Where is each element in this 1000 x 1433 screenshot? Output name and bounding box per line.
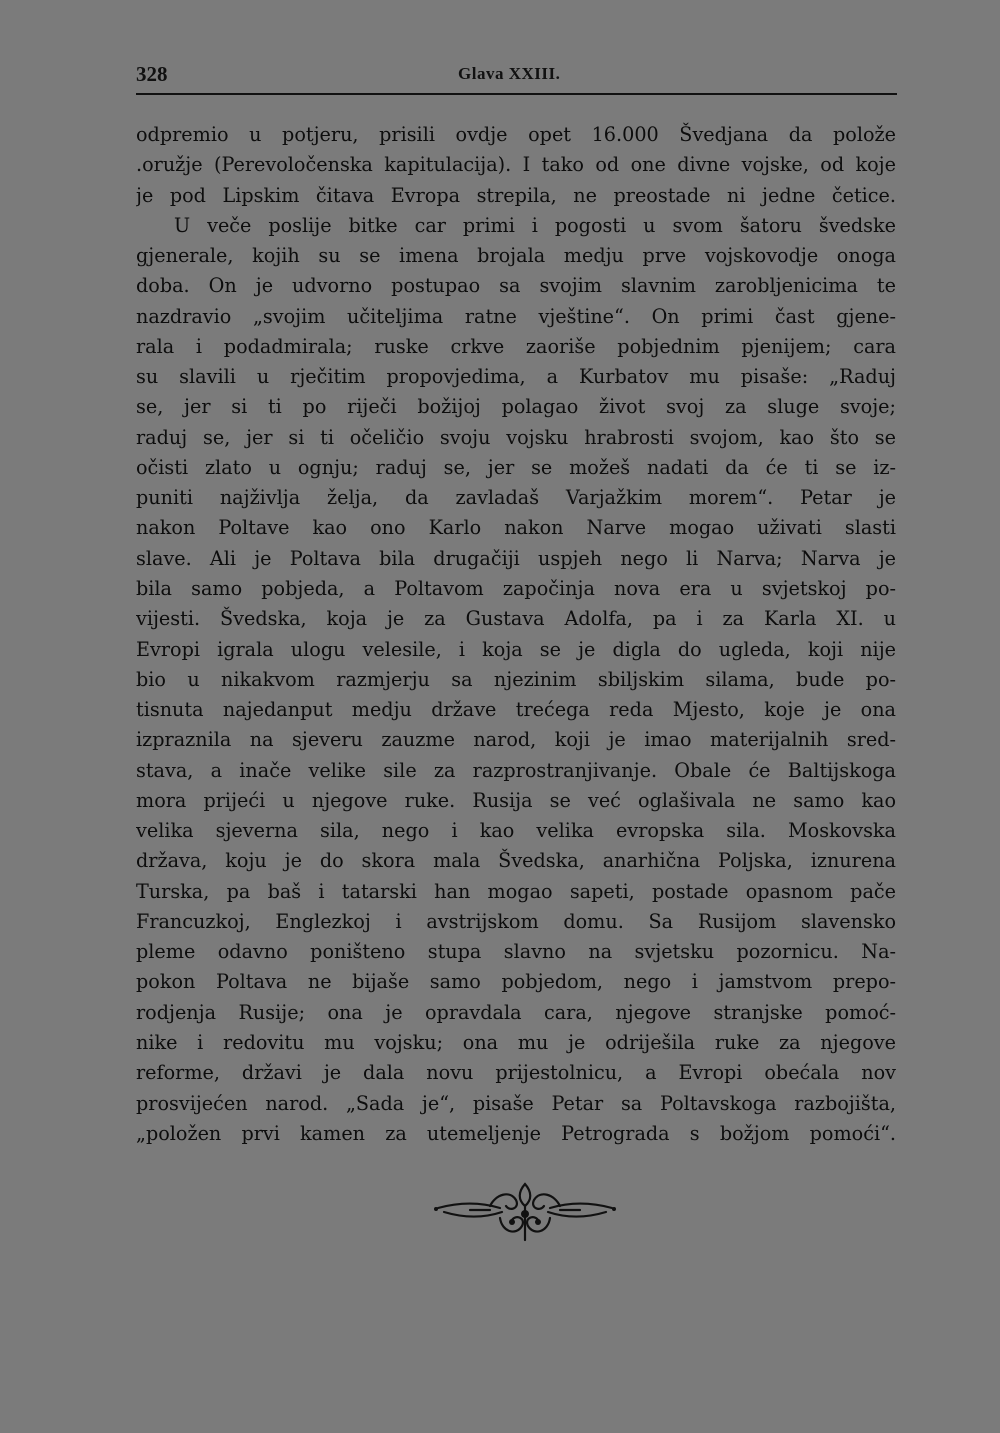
text-line: bila samo pobjeda, a Poltavom započinja nova era u svjetskoj po- bbox=[136, 576, 896, 600]
text-line: mora prijeći u njegove ruke. Rusija se već oglašivala ne samo kao bbox=[136, 788, 896, 812]
text-line: nazdravio „svojim učiteljima ratne vještine“. On primi čast gjene- bbox=[136, 304, 896, 328]
header-rule bbox=[136, 93, 897, 95]
text-line: očisti zlato u ognju; raduj se, jer se možeš nadati da će ti se iz- bbox=[136, 455, 896, 479]
text-line: se, jer si ti po riječi božijoj polagao život svoj za sluge svoje; bbox=[136, 395, 896, 419]
text-line: velika sjeverna sila, nego i kao velika evropska sila. Moskovska bbox=[136, 819, 896, 843]
text-line: slave. Ali je Poltava bila drugačiji uspjeh nego li Narva; Narva je bbox=[136, 546, 896, 570]
text-line: nakon Poltave kao ono Karlo nakon Narve mogao uživati slasti bbox=[136, 516, 896, 540]
text-line: .oružje (Perevoločenska kapitulacija). I tako od one divne vojske, od koje bbox=[136, 153, 896, 177]
text-line: izpraznila na sjeveru zauzme narod, koji je imao materijalnih sred- bbox=[136, 728, 896, 752]
page-header bbox=[136, 62, 896, 88]
text-line: prosvijećen narod. „Sada je“, pisaše Petar sa Poltavskoga razbojišta, bbox=[136, 1091, 896, 1115]
text-line: država, koju je do skora mala Švedska, anarhična Poljska, iznurena bbox=[136, 849, 896, 873]
text-line: Francuzkoj, Englezkoj i avstrijskom domu. Sa Rusijom slavensko bbox=[136, 909, 896, 933]
text-line: odpremio u potjeru, prisili ovdje opet 16.000 Švedjana da polože bbox=[136, 123, 896, 146]
fleuron-ornament-icon bbox=[430, 1178, 620, 1244]
text-line: vijesti. Švedska, koja je za Gustava Adolfa, pa i za Karla XI. u bbox=[136, 607, 896, 631]
text-line: je pod Lipskim čitava Evropa strepila, ne preostade ni jedne četice. bbox=[136, 183, 896, 207]
text-line: bio u nikakvom razmjerju sa njezinim sbiljskim silama, bude po- bbox=[136, 667, 896, 691]
text-line: „položen prvi kamen za utemeljenje Petrograda s božjom pomoći“. bbox=[136, 1121, 896, 1145]
text-line: raduj se, jer si ti očeličio svoju vojsku hrabrosti svojom, kao što se bbox=[136, 425, 896, 449]
text-line: su slavili u rječitim propovjedima, a Kurbatov mu pisaše: „Raduj bbox=[136, 365, 896, 389]
text-line: stava, a inače velike sile za razprostranjivanje. Obale će Baltijskoga bbox=[136, 758, 896, 782]
text-line: puniti najživlja želja, da zavladaš Varjažkim morem“. Petar je bbox=[136, 486, 896, 510]
page-number: 328 bbox=[136, 62, 168, 86]
body-text bbox=[136, 120, 896, 1149]
text-line: doba. On je udvorno postupao sa svojim slavnim zarobljenicima te bbox=[136, 274, 896, 298]
text-line: reforme, državi je dala novu prijestolnicu, a Evropi obećala nov bbox=[136, 1061, 896, 1085]
text-line: nike i redovitu mu vojsku; ona mu je odriješila ruke za njegove bbox=[136, 1030, 896, 1054]
chapter-running-head: Glava XXIII. bbox=[458, 64, 561, 83]
text-line: rala i podadmirala; ruske crkve zaoriše pobjednim pjenijem; cara bbox=[136, 334, 896, 358]
text-line: pleme odavno poništeno stupa slavno na svjetsku pozornicu. Na- bbox=[136, 940, 896, 964]
text-line: U veče poslije bitke car primi i pogosti u svom šatoru švedske bbox=[174, 213, 896, 237]
text-line: rodjenja Rusije; ona je opravdala cara, njegove stranjske pomoć- bbox=[136, 1000, 896, 1024]
text-line: gjenerale, kojih su se imena brojala medju prve vojskovodje onoga bbox=[136, 244, 896, 268]
text-line: pokon Poltava ne bijaše samo pobjedom, nego i jamstvom prepo- bbox=[136, 970, 896, 994]
text-line: Turska, pa baš i tatarski han mogao sapeti, postade opasnom pače bbox=[136, 879, 896, 903]
text-line: Evropi igrala ulogu velesile, i koja se je digla do ugleda, koji nije bbox=[136, 637, 896, 661]
text-line: tisnuta najedanput medju države trećega reda Mjesto, koje je ona bbox=[136, 698, 896, 722]
